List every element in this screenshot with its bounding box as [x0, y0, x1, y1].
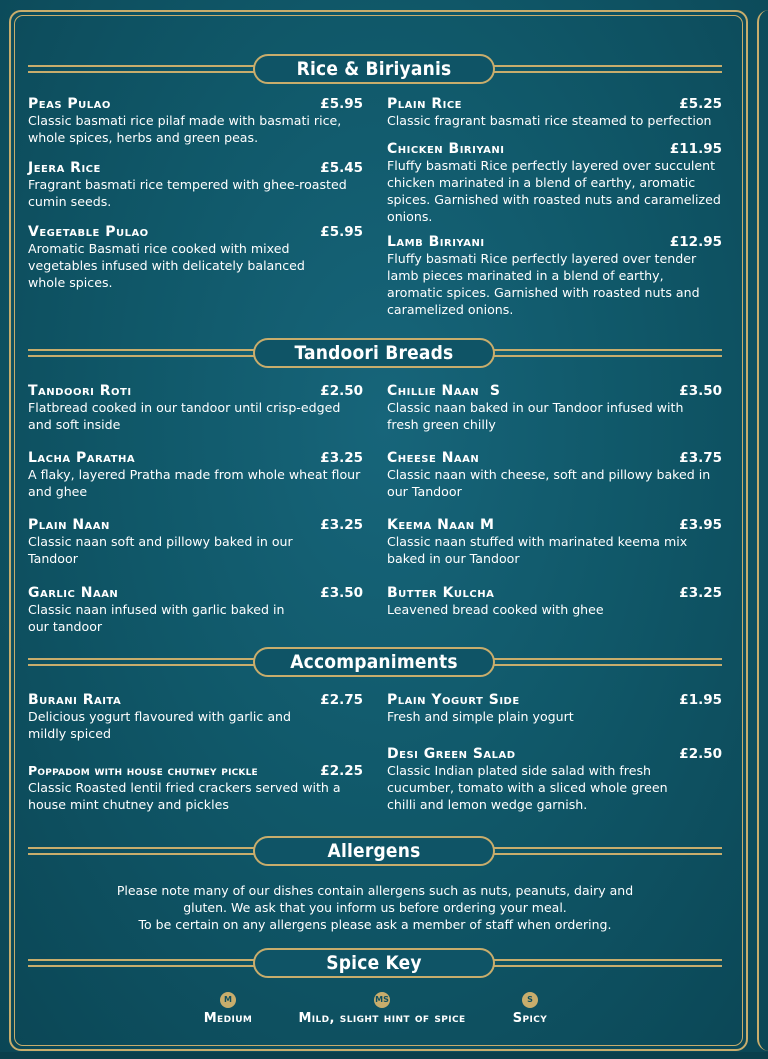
menu-item-cheese-naan — [387, 450, 722, 500]
item-price: £5.95 — [320, 96, 363, 112]
item-description: Classic naan infused with garlic baked in our tandoor — [28, 602, 285, 634]
item-price: £2.75 — [320, 692, 363, 708]
item-description: Delicious yogurt flavoured with garlic and mildly spiced — [28, 709, 292, 741]
item-name: Vegetable Pulao — [28, 224, 149, 240]
item-price: £2.50 — [679, 746, 722, 762]
section-header-accompaniments — [0, 647, 768, 679]
item-name: Butter Kulcha — [387, 585, 495, 601]
item-description: Classic Roasted lentil fried crackers served with a house mint chutney and pickles — [28, 780, 341, 812]
allergen-line: To be certain on any allergens please ask a member of staff when ordering. — [138, 917, 612, 932]
item-name: Lamb Biriyani — [387, 234, 485, 250]
item-description: Classic naan baked in our Tandoor infused with fresh green chilly — [387, 400, 684, 432]
header-rule-left — [28, 847, 254, 855]
spice-label: Mild, slight hint of spice — [298, 1011, 466, 1026]
item-description: Classic fragrant basmati rice steamed to perfection — [387, 113, 712, 128]
item-name: Cheese Naan — [387, 450, 480, 466]
menu-item-tandoori-roti — [28, 383, 363, 433]
spice-label: Spicy — [512, 1011, 548, 1026]
item-description: Leavened bread cooked with ghee — [387, 602, 604, 617]
item-description: Fragrant basmati rice tempered with ghee-roasted cumin seeds. — [28, 177, 347, 209]
item-price: £5.95 — [320, 224, 363, 240]
header-rule-right — [494, 349, 722, 357]
header-rule-left — [28, 658, 254, 666]
page-bottom-edge — [0, 1052, 768, 1059]
item-name: Plain Rice — [387, 96, 463, 112]
item-name: Lacha Paratha — [28, 450, 136, 466]
item-description: Classic basmati rice pilaf made with basmati rice, whole spices, herbs and green peas. — [28, 113, 342, 145]
item-price: £11.95 — [669, 141, 722, 157]
item-price: £3.95 — [679, 517, 722, 533]
menu-item-burani-raita — [28, 692, 363, 742]
section-header-allergens — [0, 836, 768, 868]
menu-item-lamb-biriyani — [387, 234, 722, 318]
spice-key-medium — [188, 992, 268, 1026]
item-description: Classic naan stuffed with marinated keema mix baked in our Tandoor — [387, 534, 688, 566]
menu-item-chicken-biriyani — [387, 141, 722, 225]
section-title-allergens: Allergens — [253, 836, 495, 866]
item-price: £3.25 — [320, 450, 363, 466]
section-title-spice-key: Spice Key — [253, 948, 495, 978]
item-description: Fluffy basmati Rice perfectly layered over succulent chicken marinated in a blend of earthy, aromatic spices. Garnished with roasted nuts and caramelized onions. — [387, 158, 721, 224]
header-rule-right — [494, 959, 722, 967]
menu-item-plain-rice — [387, 96, 722, 129]
item-price: £2.25 — [320, 763, 363, 779]
item-price: £3.25 — [320, 517, 363, 533]
spice-key-spicy — [495, 992, 565, 1026]
item-description: Flatbread cooked in our tandoor until crisp-edged and soft inside — [28, 400, 341, 432]
menu-item-jeera-rice — [28, 160, 363, 210]
menu-item-garlic-naan — [28, 585, 363, 635]
next-page-edge — [757, 10, 768, 1051]
menu-item-butter-kulcha — [387, 585, 722, 618]
item-name: Chicken Biriyani — [387, 141, 505, 157]
item-price: £5.45 — [320, 160, 363, 176]
item-price: £5.25 — [679, 96, 722, 112]
allergen-notice — [80, 882, 670, 933]
header-rule-left — [28, 65, 254, 73]
item-name: Peas Pulao — [28, 96, 111, 112]
item-name: Plain Yogurt Side — [387, 692, 520, 708]
item-price: £3.75 — [679, 450, 722, 466]
item-description: Classic Indian plated side salad with fresh cucumber, tomato with a sliced whole green chilli and lemon wedge garnish. — [387, 763, 668, 812]
item-price: £12.95 — [669, 234, 722, 250]
item-description: Classic naan soft and pillowy baked in our Tandoor — [28, 534, 293, 566]
item-price: £3.50 — [679, 383, 722, 399]
item-description: A flaky, layered Pratha made from whole wheat flour and ghee — [28, 467, 361, 499]
spice-label: Medium — [203, 1011, 253, 1026]
menu-item-poppadom — [28, 763, 363, 813]
spice-badge-icon: MS — [374, 992, 390, 1008]
item-description: Fluffy basmati Rice perfectly layered over tender lamb pieces marinated in a blend of earthy, aromatic spices. Garnished with roasted nuts and caramelized onions. — [387, 251, 700, 317]
item-description: Aromatic Basmati rice cooked with mixed vegetables infused with delicately balanced whole spices. — [28, 241, 305, 290]
menu-item-keema-naan — [387, 517, 722, 567]
section-header-rice — [0, 54, 768, 86]
item-name: Jeera Rice — [28, 160, 101, 176]
item-description: Fresh and simple plain yogurt — [387, 709, 574, 724]
menu-item-peas-pulao — [28, 96, 363, 146]
item-description: Classic naan with cheese, soft and pillowy baked in our Tandoor — [387, 467, 711, 499]
item-name: Desi Green Salad — [387, 746, 516, 762]
item-name: Burani Raita — [28, 692, 122, 708]
item-name: Keema Naan M — [387, 517, 495, 533]
section-title-rice: Rice & Biriyanis — [253, 54, 495, 84]
item-name: Tandoori Roti — [28, 383, 132, 399]
spice-key-mild — [284, 992, 480, 1026]
allergen-line: gluten. We ask that you inform us before ordering your meal. — [183, 900, 567, 915]
section-title-breads: Tandoori Breads — [253, 338, 495, 368]
item-name: Garlic Naan — [28, 585, 119, 601]
menu-item-desi-green-salad — [387, 746, 722, 813]
menu-item-vegetable-pulao — [28, 224, 363, 291]
menu-item-lacha-paratha — [28, 450, 363, 500]
section-title-accompaniments: Accompaniments — [253, 647, 495, 677]
allergen-line: Please note many of our dishes contain allergens such as nuts, peanuts, dairy and — [116, 883, 634, 898]
menu-item-plain-naan — [28, 517, 363, 567]
item-name: Plain Naan — [28, 517, 110, 533]
header-rule-right — [494, 658, 722, 666]
header-rule-right — [494, 65, 722, 73]
item-price: £3.25 — [679, 585, 722, 601]
header-rule-left — [28, 349, 254, 357]
item-name: Poppadom with house chutney pickle — [28, 763, 258, 778]
item-name: Chillie Naan S — [387, 383, 501, 399]
menu-item-plain-yogurt-side — [387, 692, 722, 725]
section-header-breads — [0, 338, 768, 370]
section-header-spice-key — [0, 948, 768, 980]
header-rule-left — [28, 959, 254, 967]
item-price: £2.50 — [320, 383, 363, 399]
spice-badge-icon: M — [220, 992, 236, 1008]
header-rule-right — [494, 847, 722, 855]
item-price: £1.95 — [679, 692, 722, 708]
spice-badge-icon: S — [522, 992, 538, 1008]
menu-item-chillie-naan — [387, 383, 722, 433]
item-price: £3.50 — [320, 585, 363, 601]
